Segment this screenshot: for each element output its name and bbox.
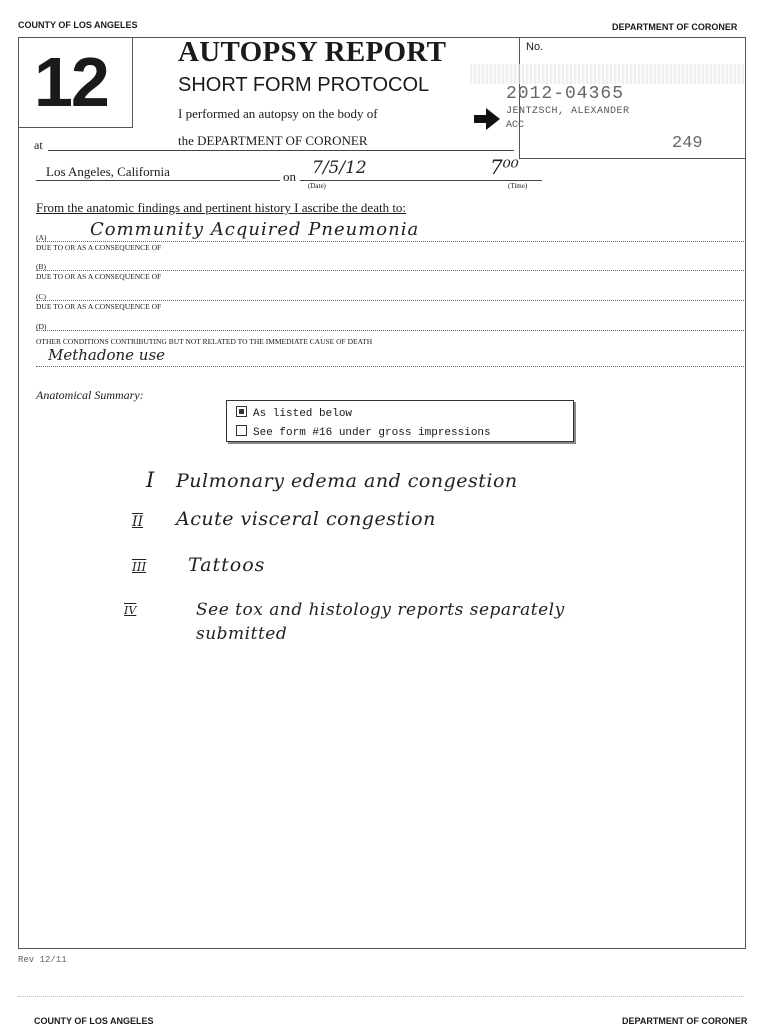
cause-b-letter: (B) <box>36 262 46 271</box>
checkbox-form16[interactable] <box>236 425 247 436</box>
stamp-code: ACC <box>506 120 525 131</box>
checkbox-as-listed[interactable] <box>236 406 247 417</box>
finding-2-text: Acute visceral congestion <box>176 508 436 530</box>
at-line <box>48 150 514 151</box>
date-value: 7/5/12 <box>312 158 367 178</box>
footer-department: DEPARTMENT OF CORONER <box>622 1016 748 1026</box>
time-line <box>470 180 542 181</box>
cause-d-line <box>36 330 744 331</box>
cause-a-line <box>36 241 744 242</box>
ascribe-heading: From the anatomic findings and pertinent history I ascribe the death to: <box>36 200 407 215</box>
on-label: on <box>283 169 296 184</box>
finding-4-text: See tox and histology reports separately submitted <box>196 600 565 644</box>
decedent-name: JENTZSCH, ALEXANDER <box>506 106 630 117</box>
option-form16[interactable] <box>236 425 491 439</box>
other-conditions-label: OTHER CONDITIONS CONTRIBUTING BUT NOT RELATED TO THE IMMEDIATE CAUSE OF DEATH <box>36 337 373 346</box>
finding-4-numeral: IV <box>124 604 137 617</box>
location-line <box>36 180 280 181</box>
summary-label: Anatomical Summary: <box>36 388 144 402</box>
cause-c-line <box>36 300 744 301</box>
cause-a-value: Community Acquired Pneumonia <box>90 219 420 240</box>
location-text: Los Angeles, California <box>46 164 170 179</box>
case-number: 2012-04365 <box>506 84 625 104</box>
date-caption: (Date) <box>308 182 326 190</box>
option-form16-label: See form #16 under gross impressions <box>253 427 491 439</box>
option-as-listed[interactable] <box>236 406 352 420</box>
arrow-right-icon <box>474 108 500 130</box>
cause-a-consequence: DUE TO OR AS A CONSEQUENCE OF <box>36 243 162 252</box>
department-header: DEPARTMENT OF CORONER <box>612 22 738 32</box>
footer-county: COUNTY OF LOS ANGELES <box>34 1016 154 1026</box>
statement-text: I performed an autopsy on the body of <box>178 106 378 121</box>
date-line <box>300 180 496 181</box>
cause-a-letter: (A) <box>36 233 47 242</box>
time-value: 7⁰⁰ <box>490 155 519 179</box>
stamp-smudge <box>470 64 744 84</box>
finding-1-text: Pulmonary edema and congestion <box>176 470 518 492</box>
finding-3-text: Tattoos <box>188 554 266 576</box>
cause-d-letter: (D) <box>36 322 47 331</box>
county-header: COUNTY OF LOS ANGELES <box>18 20 138 30</box>
finding-1-numeral: I <box>146 468 155 492</box>
form-number: 12 <box>34 43 108 121</box>
time-caption: (Time) <box>508 182 528 190</box>
page-code: 249 <box>672 134 703 153</box>
cause-c-consequence: DUE TO OR AS A CONSEQUENCE OF <box>36 302 162 311</box>
at-label: at <box>34 138 43 152</box>
finding-3-numeral: III <box>132 560 147 574</box>
cause-b-line <box>36 270 744 271</box>
other-conditions-value: Methadone use <box>48 346 166 364</box>
revision-label: Rev 12/11 <box>18 955 67 965</box>
option-as-listed-label: As listed below <box>253 408 353 420</box>
page-title: AUTOPSY REPORT <box>178 36 447 68</box>
page-separator <box>18 996 744 997</box>
finding-2-numeral: II <box>132 514 144 530</box>
other-conditions-line <box>36 366 744 367</box>
no-label: No. <box>526 41 544 53</box>
cause-c-letter: (C) <box>36 292 46 301</box>
page-subtitle: SHORT FORM PROTOCOL <box>178 74 430 96</box>
department-line: the DEPARTMENT OF CORONER <box>178 133 368 148</box>
cause-b-consequence: DUE TO OR AS A CONSEQUENCE OF <box>36 272 162 281</box>
